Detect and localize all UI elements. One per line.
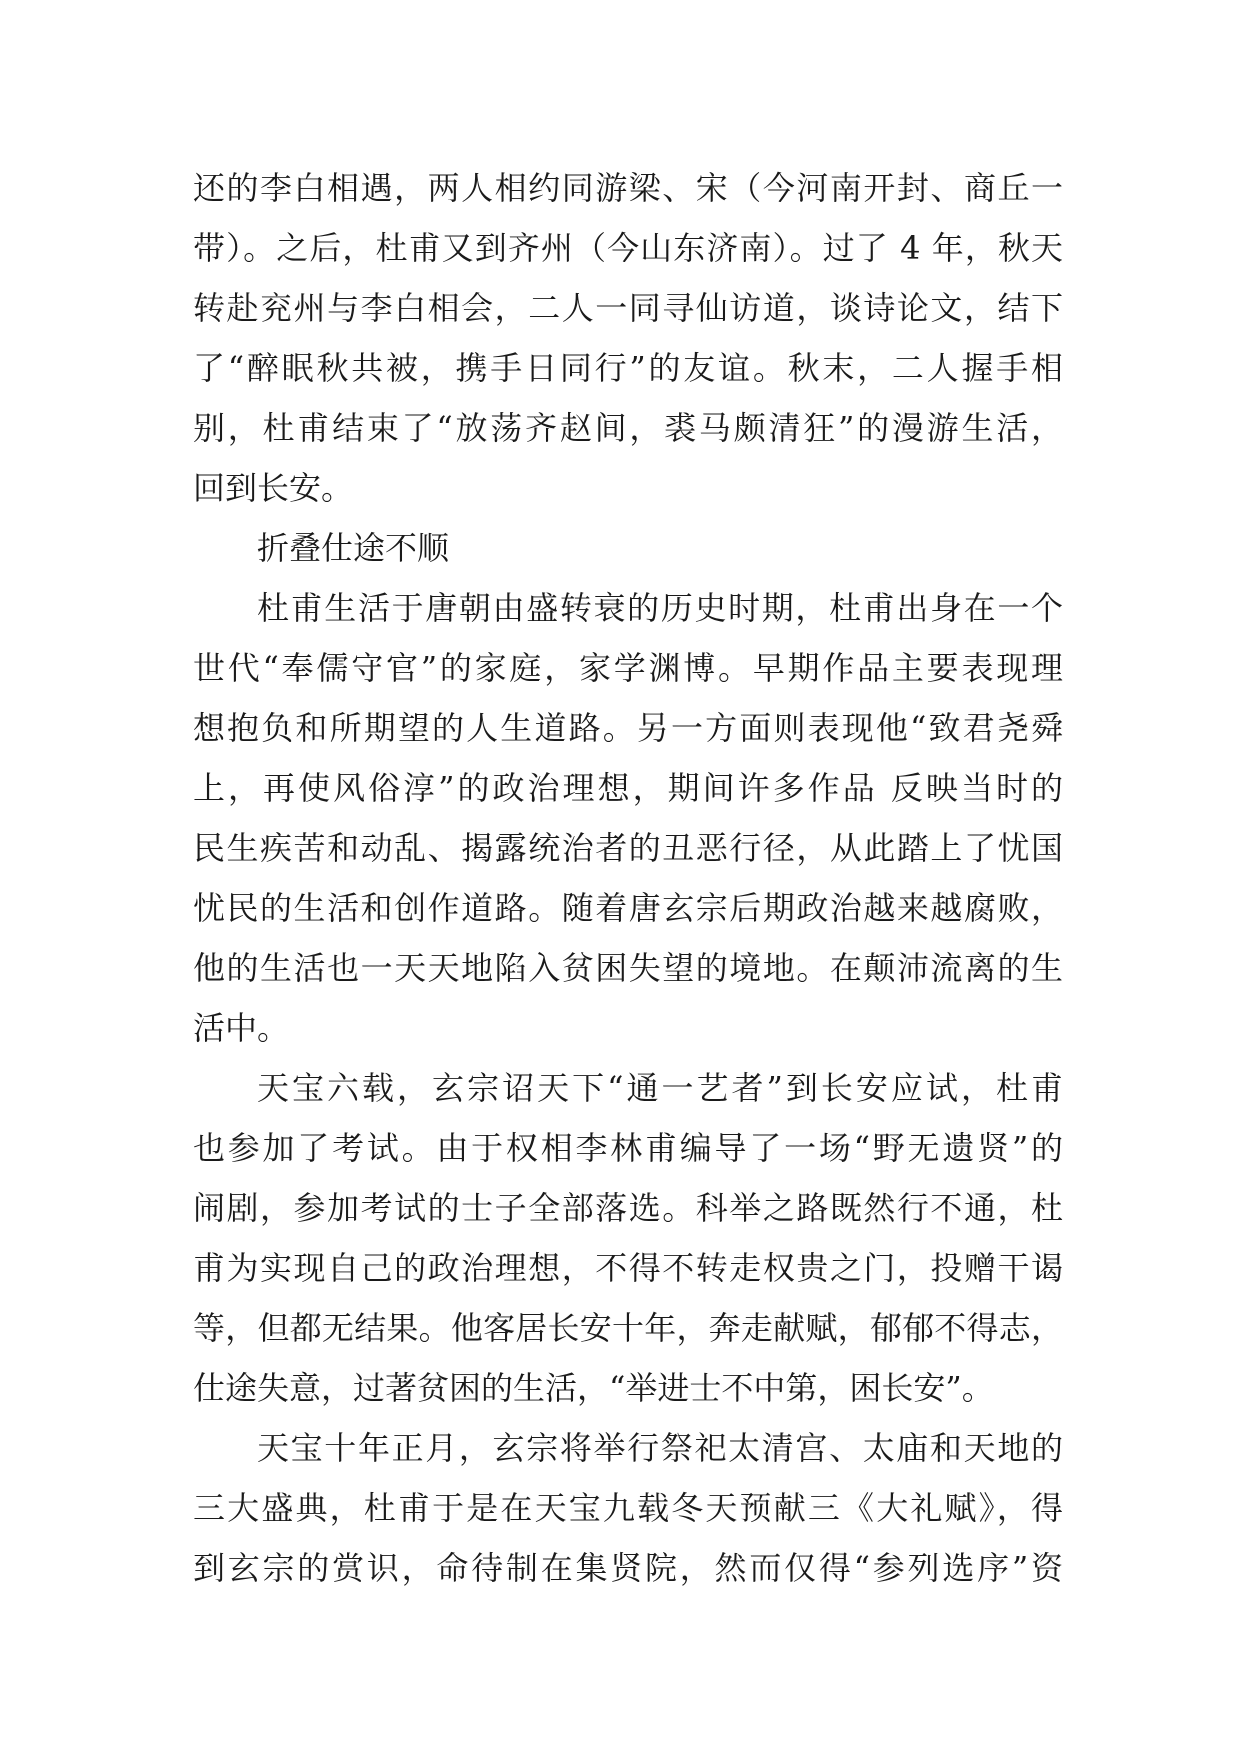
text-line: 他的生活也一天天地陷入贫困失望的境地。在颠沛流离的生 — [193, 949, 1063, 987]
text-line: 到玄宗的赏识，命待制在集贤院，然而仅得“参列选序”资 — [193, 1549, 1063, 1587]
text-line: 还的李白相遇，两人相约同游梁、宋（今河南开封、商丘一 — [193, 169, 1063, 207]
text-line: 闹剧，参加考试的士子全部落选。科举之路既然行不通，杜 — [193, 1189, 1063, 1227]
text-line: 想抱负和所期望的人生道路。另一方面则表现他“致君尧舜 — [193, 709, 1063, 747]
body-text — [193, 158, 1063, 1598]
text-line: 带）。之后，杜甫又到齐州（今山东济南）。过了 4 年，秋天 — [193, 229, 1063, 267]
section-heading: 折叠仕途不顺 — [257, 529, 450, 567]
text-line: 上，再使风俗淳”的政治理想，期间许多作品 反映当时的 — [193, 769, 1063, 807]
text-line: 别，杜甫结束了“放荡齐赵间，裘马颇清狂”的漫游生活， — [193, 409, 1063, 447]
text-line: 天宝六载，玄宗诏天下“通一艺者”到长安应试，杜甫 — [257, 1069, 1063, 1107]
text-line: 也参加了考试。由于权相李林甫编导了一场“野无遗贤”的 — [193, 1129, 1063, 1167]
text-line: 杜甫生活于唐朝由盛转衰的历史时期，杜甫出身在一个 — [257, 589, 1063, 627]
text-line: 了“醉眠秋共被，携手日同行”的友谊。秋末，二人握手相 — [193, 349, 1063, 387]
text-line: 天宝十年正月，玄宗将举行祭祀太清宫、太庙和天地的 — [257, 1429, 1063, 1467]
text-line: 转赴兖州与李白相会，二人一同寻仙访道，谈诗论文，结下 — [193, 289, 1063, 327]
text-line: 回到长安。 — [193, 469, 354, 507]
text-line: 等，但都无结果。他客居长安十年，奔走献赋，郁郁不得志， — [193, 1309, 1063, 1347]
text-line: 世代“奉儒守官”的家庭，家学渊博。早期作品主要表现理 — [193, 649, 1063, 687]
text-line: 仕途失意，过著贫困的生活，“举进士不中第，困长安”。 — [193, 1369, 994, 1407]
text-line: 甫为实现自己的政治理想，不得不转走权贵之门，投赠干谒 — [193, 1249, 1063, 1287]
text-line: 活中。 — [193, 1009, 290, 1047]
text-line: 忧民的生活和创作道路。随着唐玄宗后期政治越来越腐败， — [193, 889, 1063, 927]
text-line: 三大盛典，杜甫于是在天宝九载冬天预献三《大礼赋》，得 — [193, 1489, 1063, 1527]
text-line: 民生疾苦和动乱、揭露统治者的丑恶行径，从此踏上了忧国 — [193, 829, 1063, 867]
